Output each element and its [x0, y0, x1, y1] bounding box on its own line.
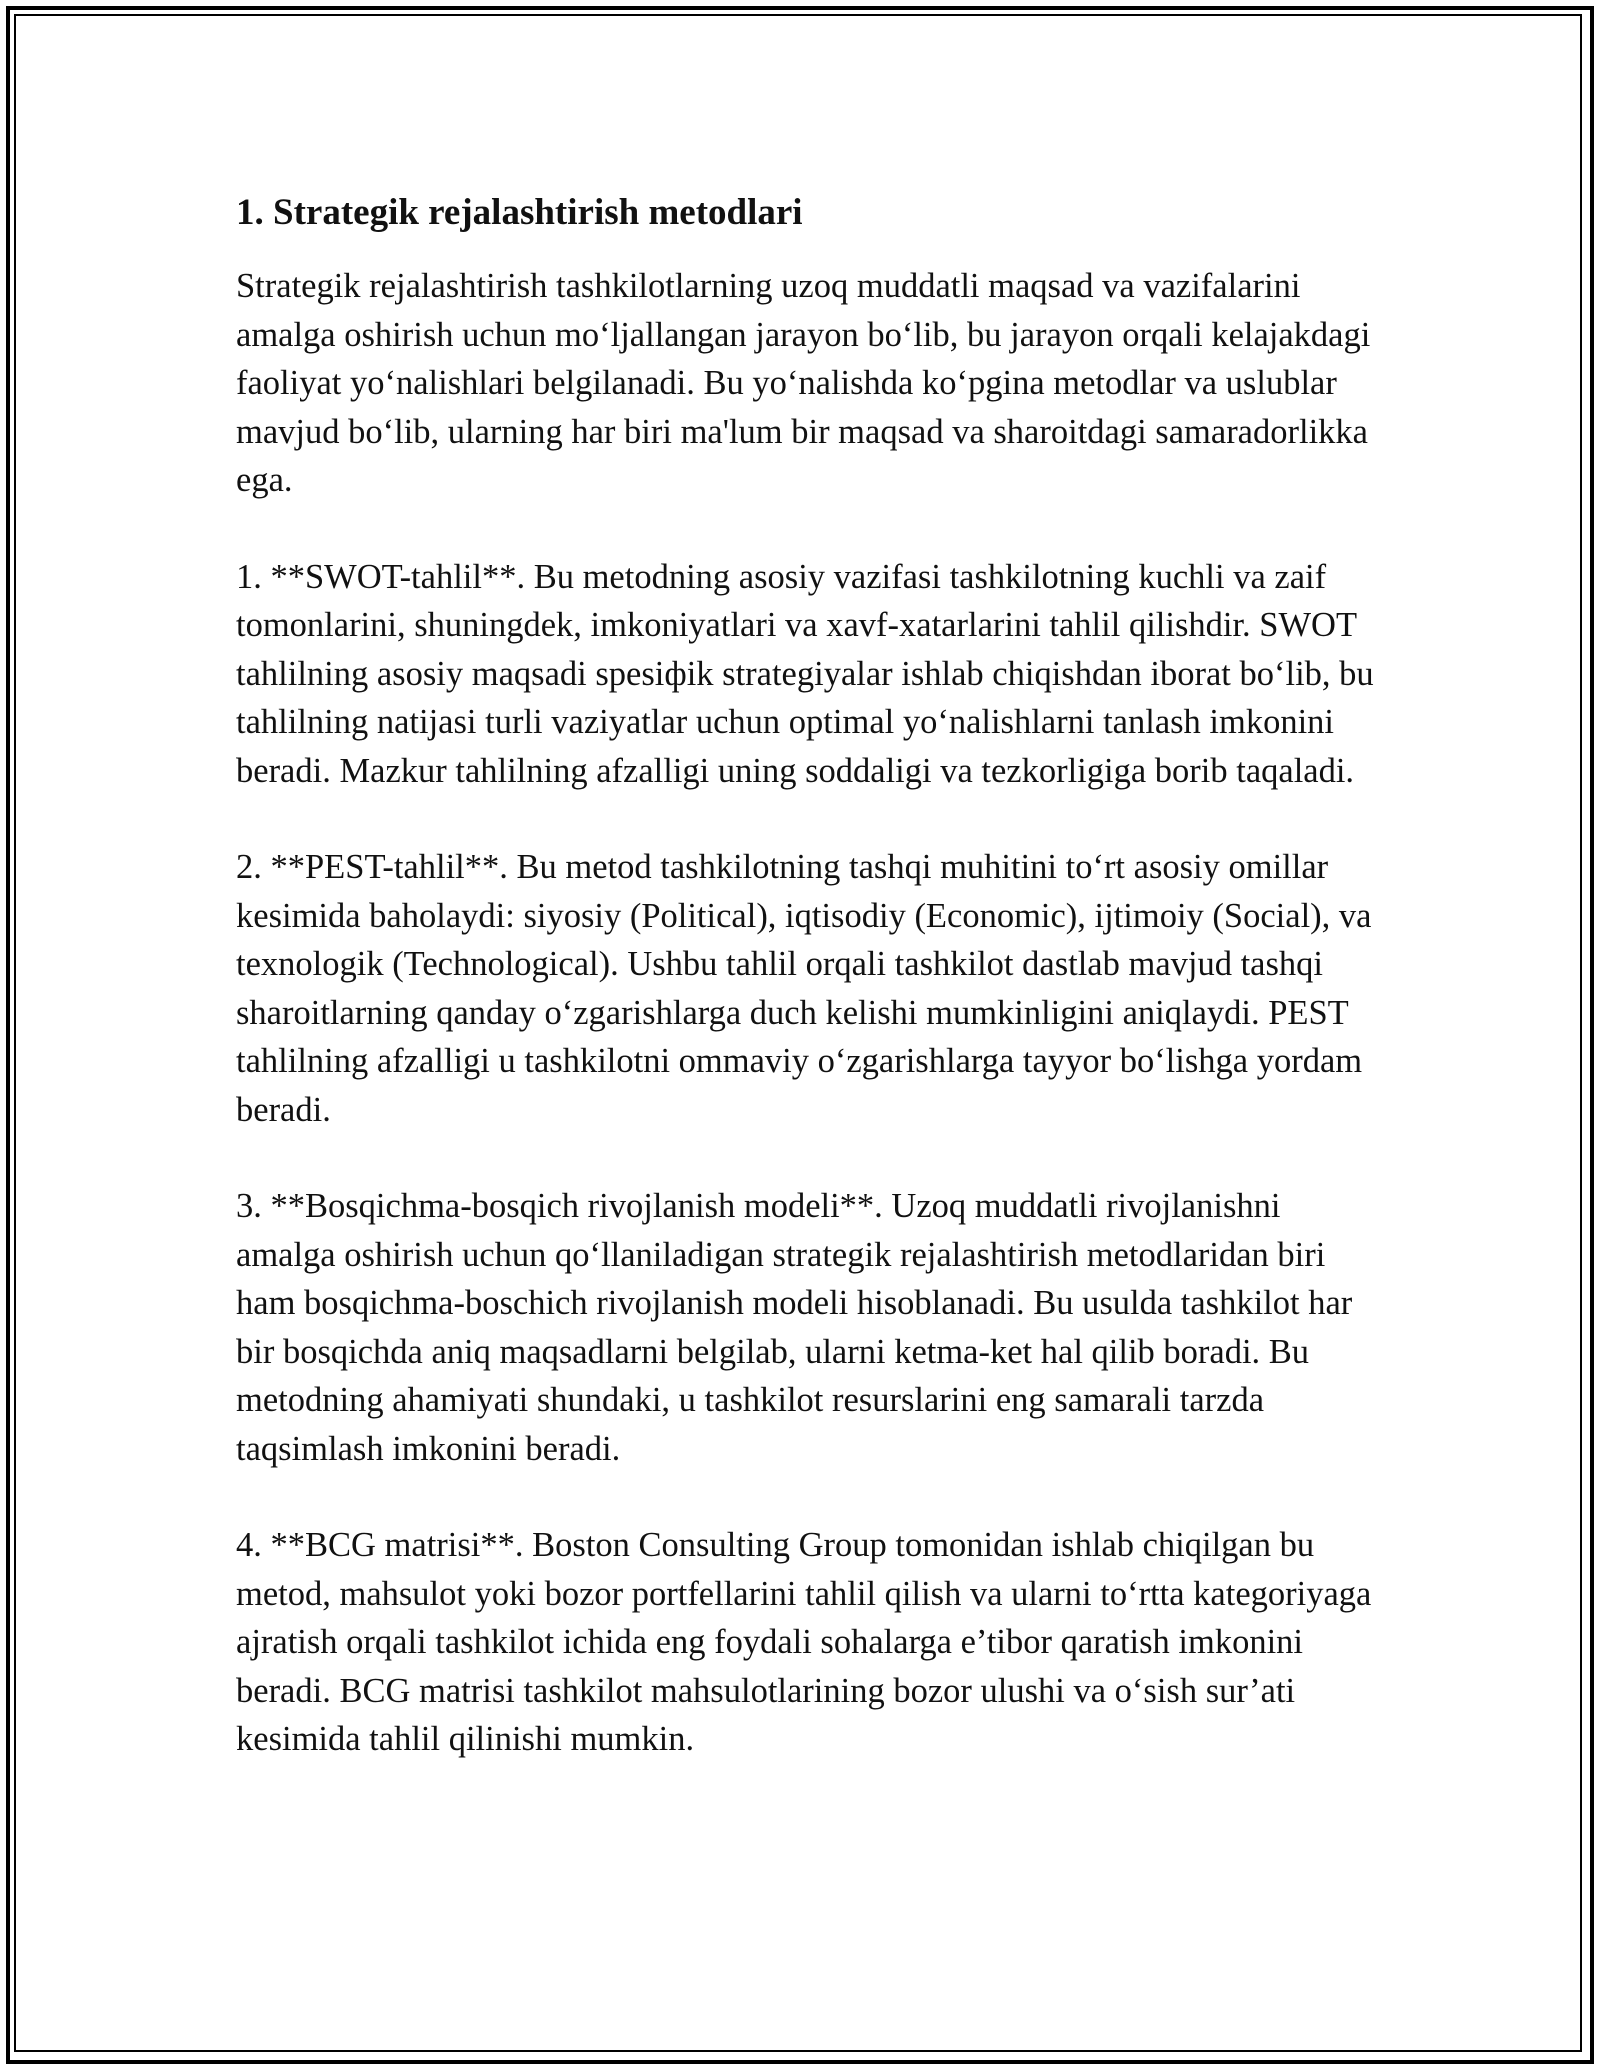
intro-paragraph: Strategik rejalashtirish tashkilotlarning uzoq muddatli maqsad va vazifalarini amalga oshirish uchun mo‘ljallangan jarayon bo‘lib, bu jarayon orqali kelajakdagi faoliyat yo‘nalishlari belgilanadi. Bu yo‘nalishda ko‘pgina metodlar va uslublar mavjud bo‘lib, ularning har biri ma'lum bir maqsad va sharoitdagi samaradorlikka ega.	[236, 267, 1371, 499]
method-paragraph-stepwise-model: 3. **Bosqichma-bosqich rivojlanish modeli**. Uzoq muddatli rivojlanishni amalga oshirish uchun qo‘llaniladigan strategik rejalashtirish metodlaridan biri ham bosqichma-boschich rivojlanish modeli hisoblanadi. Bu usulda tashkilot har bir bosqichda aniq maqsadlarni belgilab, ularni ketma-ket hal qilib boradi. Bu metodning ahamiyati shundaki, u tashkilot resurslarini eng samarali tarzda taqsimlash imkonini beradi.	[236, 1187, 1353, 1468]
method-paragraph-bcg: 4. **BCG matrisi**. Boston Consulting Group tomonidan ishlab chiqilgan bu metod, mahsulot yoki bozor portfellarini tahlil qilish va ularni to‘rtta kategoriyaga ajratish orqali tashkilot ichida eng foydali sohalarga e’tibor qaratish imkonini beradi. BCG matrisi tashkilot mahsulotlarining bozor ulushi va o‘sish sur’ati kesimida tahlil qilinishi mumkin.	[236, 1526, 1372, 1758]
method-paragraph-pest: 2. **PEST-tahlil**. Bu metod tashkilotning tashqi muhitini to‘rt asosiy omillar kesimida baholaydi: siyosiy (Political), iqtisodiy (Economic), ijtimoiy (Social), va texnologik (Technological). Ushbu tahlil orqali tashkilot dastlab mavjud tashqi sharoitlarning qanday o‘zgarishlarga duch kelishi mumkinligini aniqlaydi. PEST tahlilning afzalligi u tashkilotni ommaviy o‘zgarishlarga tayyor bo‘lishga yordam beradi.	[236, 848, 1372, 1129]
document-body	[236, 188, 1386, 1764]
section-heading: 1. Strategik rejalashtirish metodlari	[236, 192, 803, 233]
method-paragraph-swot: 1. **SWOT-tahlil**. Bu metodning asosiy vazifasi tashkilotning kuchli va zaif tomonlarini, shuningdek, imkoniyatlari va xavf-xatarlarini tahlil qilishdir. SWOT tahlilning asosiy maqsadi spesiфik strategiyalar ishlab chiqishdan iborat bo‘lib, bu tahlilning natijasi turli vaziyatlar uchun optimal yo‘nalishlarni tanlash imkonini beradi. Mazkur tahlilning afzalligi uning soddaligi va tezkorligiga borib taqaladi.	[236, 557, 1374, 790]
